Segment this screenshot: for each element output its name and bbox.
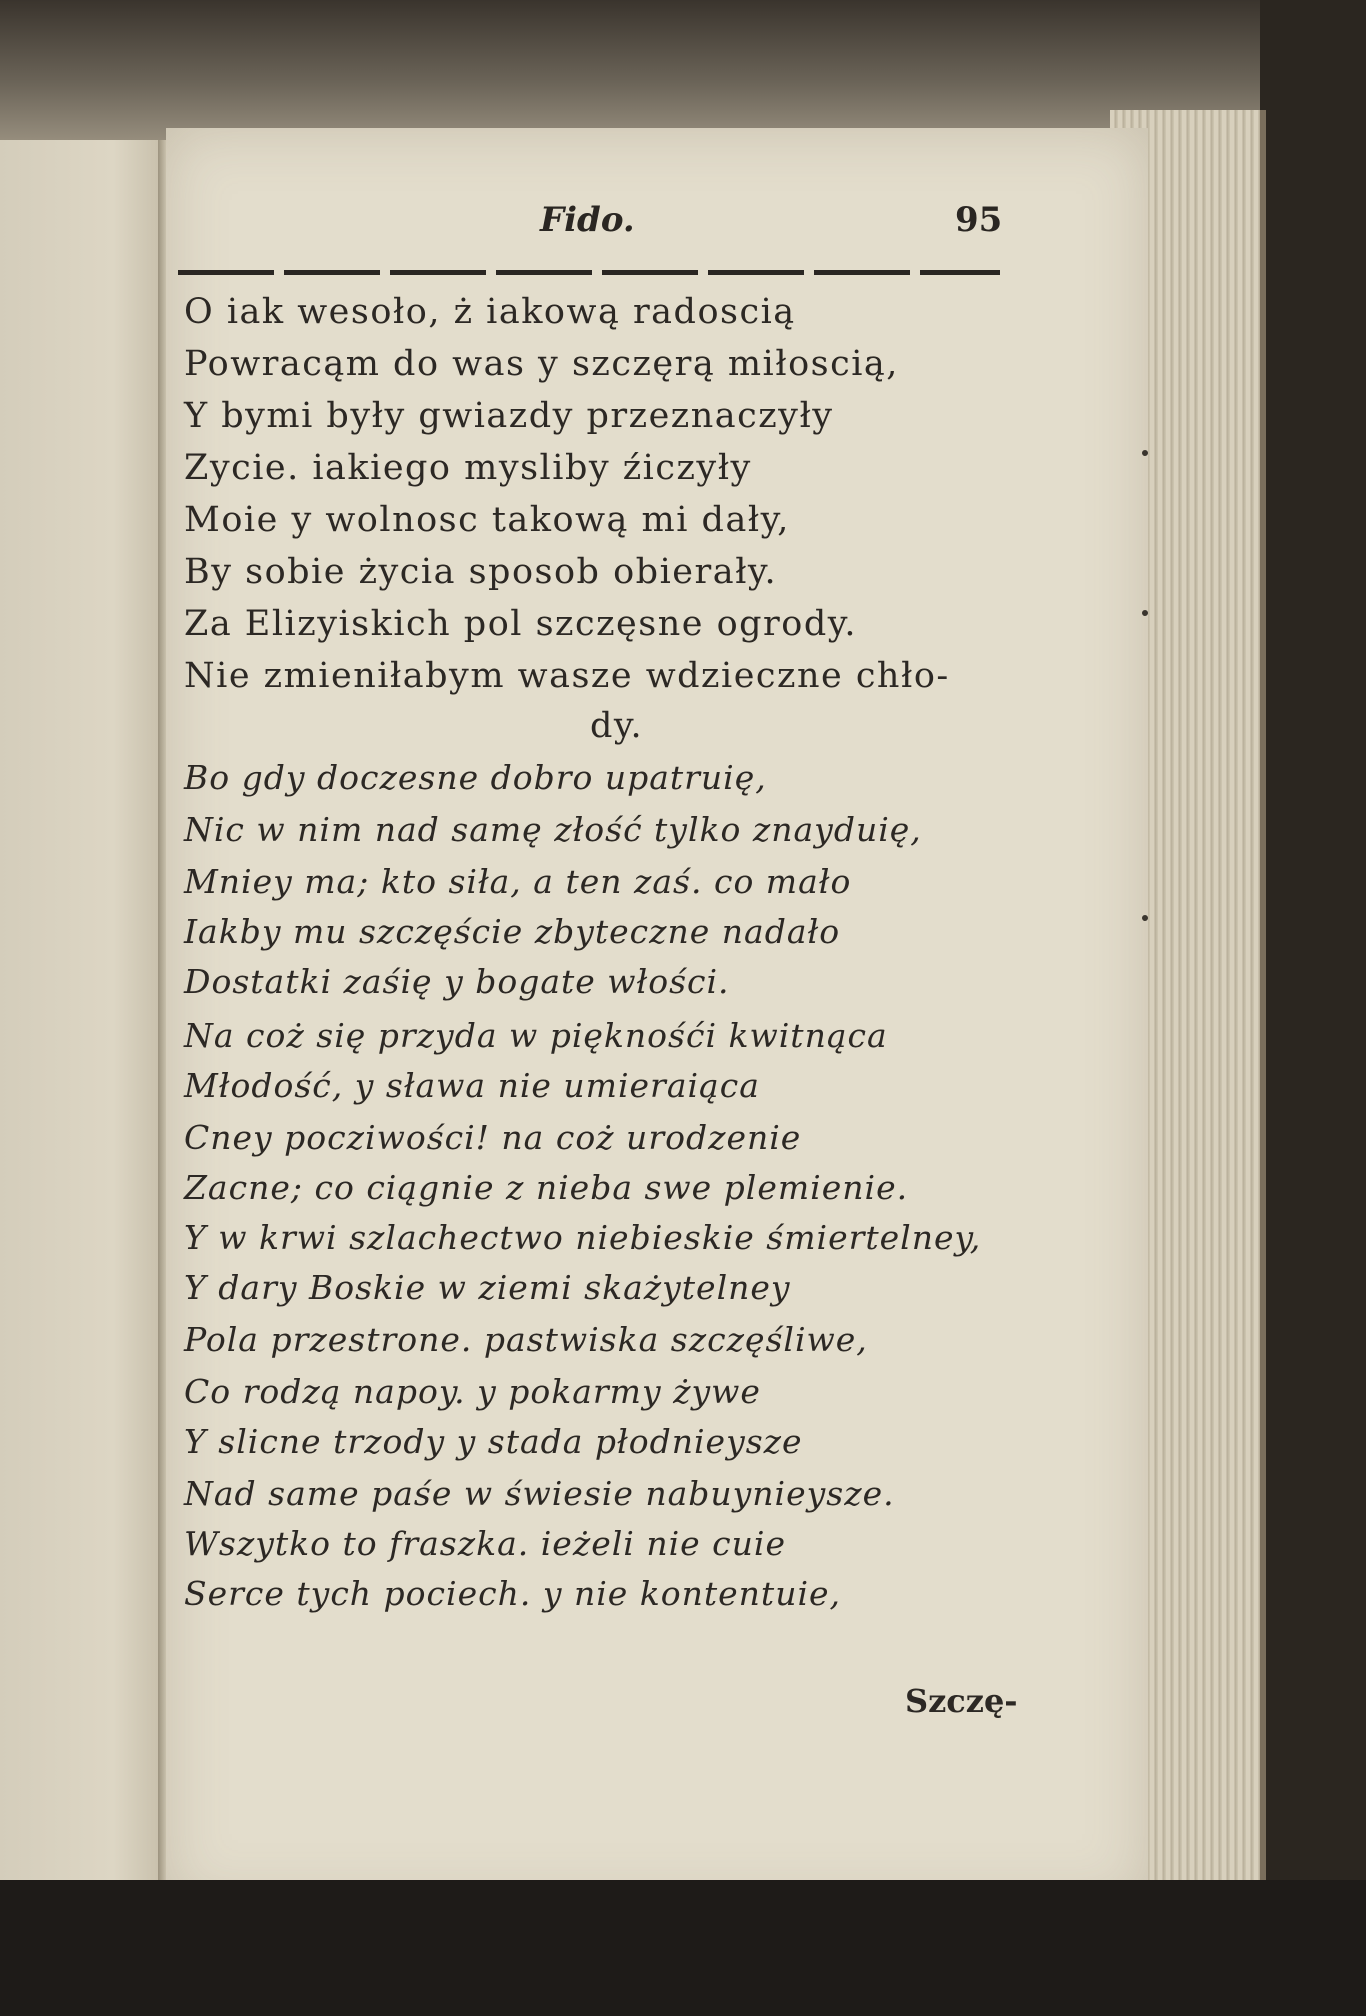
verse-line: Y dary Boskie w ziemi skażytelney [184, 1268, 791, 1307]
running-title: Fido. [540, 200, 635, 240]
margin-speck [1142, 450, 1148, 456]
verse-line: Nie zmieniłabym wasze wdzieczne chło- [184, 656, 950, 696]
verse-line: Za Elizyiskich pol szczęsne ogrody. [184, 604, 858, 644]
verse-line: Y bymi były gwiazdy przeznaczyły [184, 396, 834, 436]
verse-line: Nad same paśe w świesie nabuynieysze. [184, 1474, 895, 1513]
page-number: 95 [955, 200, 1003, 240]
verse-line: Y slicne trzody y stada płodnieysze [184, 1422, 803, 1461]
margin-speck [1142, 610, 1148, 616]
header-rule [178, 270, 1000, 275]
verse-line: Mniey ma; kto siła, a ten zaś. co mało [184, 862, 852, 901]
verse-line: Bo gdy doczesne dobro upatruię, [184, 758, 767, 797]
catchword: Szczę- [905, 1682, 1018, 1720]
verse-line: Serce tych pociech. y nie kontentuie, [184, 1574, 842, 1613]
verse-line: O iak wesoło, ż iakową radoscią [184, 292, 796, 332]
verse-line: Moie y wolnosc takową mi dały, [184, 500, 790, 540]
verse-line: Na coż się przyda w pięknośći kwitnąca [184, 1016, 888, 1055]
left-page-text [0, 0, 162, 1900]
verse-line: Y w krwi szlachectwo niebieskie śmiertelney, [184, 1218, 982, 1257]
verse-line: Nic w nim nad samę złość tylko znayduię, [184, 810, 922, 849]
verse-line: Zycie. iakiego mysliby źiczyły [184, 448, 752, 488]
verse-line: Co rodzą napoy. y pokarmy żywe [184, 1372, 761, 1411]
margin-speck [1142, 915, 1148, 921]
verse-line: Pola przestrone. pastwiska szczęśliwe, [184, 1320, 868, 1359]
verse-line: Zacne; co ciągnie z nieba swe plemienie. [184, 1168, 909, 1207]
verse-line: Młodość, y sława nie umieraiąca [184, 1066, 760, 1105]
verse-line: Dostatki zaśię y bogate włości. [184, 962, 730, 1001]
background-surface [0, 1880, 1366, 2016]
verse-line: Cney pocziwości! na coż urodzenie [184, 1118, 802, 1157]
verse-line: Iakby mu szczęście zbyteczne nadało [184, 912, 841, 951]
verse-line: Wszytko to fraszka. ieżeli nie cuie [184, 1524, 786, 1563]
verse-line: By sobie życia sposob obierały. [184, 552, 778, 592]
verse-line: Powracąm do was y szczęrą miłoscią, [184, 344, 899, 384]
verse-line-continuation: dy. [590, 706, 644, 746]
